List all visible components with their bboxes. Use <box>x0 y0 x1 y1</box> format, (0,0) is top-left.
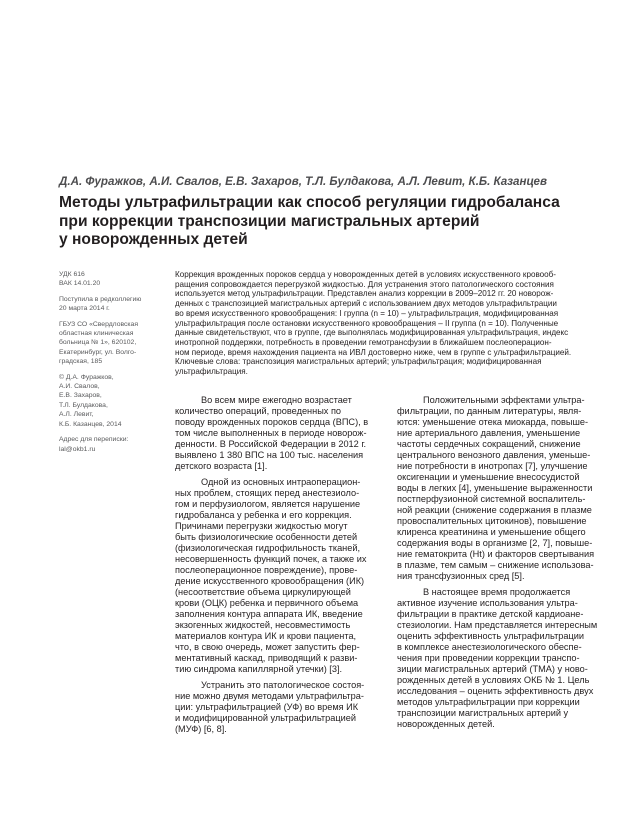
paragraph-line: гидробаланса у ребенка и его коррекция. <box>175 510 352 520</box>
received-label: Поступила в редколлегию <box>59 295 142 303</box>
title-line: при коррекции транспозиции магистральных артерий <box>59 212 480 230</box>
paragraph-line: гом и перфузиологом, является нарушение <box>175 499 361 509</box>
udk-code: УДК 616 <box>59 271 85 278</box>
paragraph-line: ние артериального давления, уменьшение <box>397 428 581 438</box>
paragraph-line: Причинами перегрузки жидкостью могут <box>175 521 348 531</box>
paragraph-line: рожденных детей в условиях ОКБ № 1. Цель <box>397 675 590 685</box>
paragraph-line: ние можно двумя методами ультрафильтра- <box>175 691 364 701</box>
paragraph-line: выявлено 1 380 ВПС на 100 тыс. населения <box>175 450 364 460</box>
paragraph-line: поводу врожденных пороков сердца (ВПС), в <box>175 417 369 427</box>
paragraph-line: ции: ультрафильтрацией (УФ) во время ИК <box>175 702 359 712</box>
paragraph-line: содержания воды в организме [2, 7], повыше- <box>397 538 593 548</box>
title-line: Методы ультрафильтрации как способ регуляции гидробаланса <box>59 194 560 211</box>
paragraph-line: воды в легких [4], уменьшение выраженности <box>397 483 593 493</box>
copyright-line: © Д.А. Фуражков, <box>59 373 114 381</box>
abstract-line: используется метод ультрафильтрации. Представлен анализ коррекции в 2009–2012 гг. 20 новорож- <box>175 289 554 299</box>
paragraph-line: чения при проведении коррекции транспо- <box>397 653 580 663</box>
correspondence-email[interactable]: lal@okb1.ru <box>59 445 96 453</box>
paragraph-line: новорожденных детей. <box>397 719 495 729</box>
paragraph-line: фильтрации, по данным литературы, явля- <box>397 406 582 416</box>
paragraph-line: что, в свою очередь, может запустить фер- <box>175 642 360 652</box>
organization-line: Екатеринбург, ул. Волго- <box>59 348 137 356</box>
received-date: 20 марта 2014 г. <box>59 305 110 313</box>
paragraph-line: ются: уменьшение отека миокарда, повыше- <box>397 417 589 427</box>
paragraph-line: детского возраста [1]. <box>175 461 268 471</box>
paragraph-line: ние потребности в инотропах [7], улучшение <box>397 461 588 471</box>
paragraph-line: стезиологии. Нам представляется интересным <box>397 620 598 630</box>
paragraph-line: исследования – оценить эффективность двух <box>397 686 594 696</box>
paragraph-line: том числе выполненных в периоде новорож- <box>175 428 367 438</box>
paragraph-line: дение искусственного кровообращения (ИК) <box>175 576 365 586</box>
paragraph-line: фильтрации в практике детской кардиоане- <box>397 609 584 619</box>
paragraph-line: крови (ОЦК) ребенка и первичного объема <box>175 598 359 608</box>
paragraph-line: методов ультрафильтрации при коррекции <box>397 697 580 707</box>
abstract-line: инотропной поддержки, потребность в проведении гемотрансфузии в ближайшем послеоперацион- <box>175 337 552 347</box>
paragraph-line: частоты сердечных сокращений, снижение <box>397 439 581 449</box>
paragraph-line: ния трансфузионных сред [5]. <box>397 571 525 581</box>
paragraph-line: постперфузионной системной воспалитель- <box>397 494 586 504</box>
paragraph-line: послеоперационное повреждение), прове- <box>175 565 358 575</box>
paragraph-line: заполнения контура аппарата ИК, введение <box>175 609 363 619</box>
paragraph-line: тию синдрома капиллярной утечки) [3]. <box>175 664 343 674</box>
paragraph-line: (несоответствие объема циркулирующей <box>175 587 351 597</box>
paragraph-line: Положительными эффектами ультра- <box>423 395 585 405</box>
paragraph-line: в плазме, тем самым – снижение использова- <box>397 560 594 570</box>
paragraph-line: в комплексе анестезиологического обеспе- <box>397 642 582 652</box>
paragraph-line: клиренса креатинина и уменьшение общего <box>397 527 586 537</box>
paragraph-line: Устранить это патологическое состоя- <box>201 680 365 690</box>
paragraph-line: зиции магистральных артерий (ТМА) у ново- <box>397 664 588 674</box>
abstract-line: денных с транспозицией магистральных артерий с использованием двух методов ультрафильтрации <box>175 299 557 309</box>
paragraph-line: экзогенных жидкостей, несовместимость <box>175 620 351 630</box>
copyright-line: А.И. Свалов, <box>59 383 100 391</box>
copyright-line: К.Б. Казанцев, 2014 <box>59 420 122 428</box>
article-meta-sidebar <box>59 270 165 454</box>
paragraph-line: несовершенность функций почек, а также их <box>175 554 367 564</box>
paragraph-line: В настоящее время продолжается <box>423 587 571 597</box>
paragraph-line: транспозиции магистральных артерий у <box>397 708 569 718</box>
paragraph-line: провоспалительных цитокинов), повышение <box>397 516 587 526</box>
copyright-line: Е.В. Захаров, <box>59 392 102 400</box>
body-column-left <box>175 395 377 735</box>
paragraph-line: Одной из основных интраоперацион- <box>201 477 361 487</box>
abstract-line: ном периоде, время нахождения пациента на ИВЛ достоверно ниже, чем в группе с ультрафильтрацией. <box>175 347 572 357</box>
abstract-line: ультрафильтрация. <box>175 367 248 377</box>
paragraph-line: ных проблем, стоящих перед анестезиоло- <box>175 488 360 498</box>
paragraph-line: и модифицированной ультрафильтрацией <box>175 713 356 723</box>
title-line: у новорожденных детей <box>59 231 248 249</box>
paragraph-line: активное изучение использования ультра- <box>397 598 578 608</box>
paragraph-line: количество операций, проведенных по <box>175 406 342 416</box>
paragraph-line: (МУФ) [6, 8]. <box>175 724 227 734</box>
copyright-line: Т.Л. Булдакова, <box>59 401 108 409</box>
abstract-line: ращения сопровождается перегрузкой жидкостью. Для устранения этого патологического состояния <box>175 279 554 289</box>
article-authors: Д.А. Фуражков, А.И. Свалов, Е.В. Захаров, Т.Л. Булдакова, А.Л. Левит, К.Б. Казанцев <box>59 175 548 188</box>
paragraph-line: (физиологическая гидрофильность тканей, <box>175 543 361 553</box>
paragraph-line: Во всем мире ежегодно возрастает <box>201 395 352 405</box>
copyright-line: А.Л. Левит, <box>59 411 94 419</box>
article-title <box>59 194 599 250</box>
abstract <box>175 270 583 377</box>
paragraph-line: центрального венозного давления, уменьше- <box>397 450 591 460</box>
paragraph-line: оценить эффективность ультрафильтрации <box>397 631 585 641</box>
paragraph-line: оксигенации и уменьшение внесосудистой <box>397 472 580 482</box>
abstract-line: данные свидетельствуют, что в группе, где выполнялась модифицированная ультрафильтрация, индекс <box>175 328 569 338</box>
abstract-line: во время искусственного кровообращения: I группа (n = 10) – ультрафильтрация, модифицированная <box>175 308 559 318</box>
paragraph-line: ние гематокрита (Ht) и факторов свертывания <box>397 549 595 559</box>
paragraph-line: материалов контура ИК и крови пациента, <box>175 631 357 641</box>
paragraph-line: быть физиологические особенности детей <box>175 532 358 542</box>
paragraph-line: ментативный каскад, приводящий к разви- <box>175 653 358 663</box>
organization-line: ГБУЗ СО «Свердловская <box>59 320 139 328</box>
vak-code: ВАК 14.01.20 <box>59 280 101 288</box>
paragraph-line: денности. В Российской Федерации в 2012 г. <box>175 439 367 449</box>
body-column-right <box>397 395 599 730</box>
organization-line: больница № 1», 620102, <box>59 339 137 347</box>
abstract-line: Коррекция врожденных пороков сердца у новорожденных детей в условиях искусственного кровооб- <box>175 270 556 279</box>
organization-line: градская, 185 <box>59 358 103 366</box>
abstract-line: ультрафильтрация после остановки искусственного кровообращения – II группа (n = 10). Полученные <box>175 318 559 328</box>
abstract-line: Ключевые слова: транспозиция магистральных артерий; ультрафильтрация; модифицированная <box>175 357 542 367</box>
paragraph-line: ной реакции (снижение содержания в плазме <box>397 505 592 515</box>
correspondence-label: Адрес для переписки: <box>59 436 129 444</box>
organization-line: областная клиническая <box>59 330 134 338</box>
